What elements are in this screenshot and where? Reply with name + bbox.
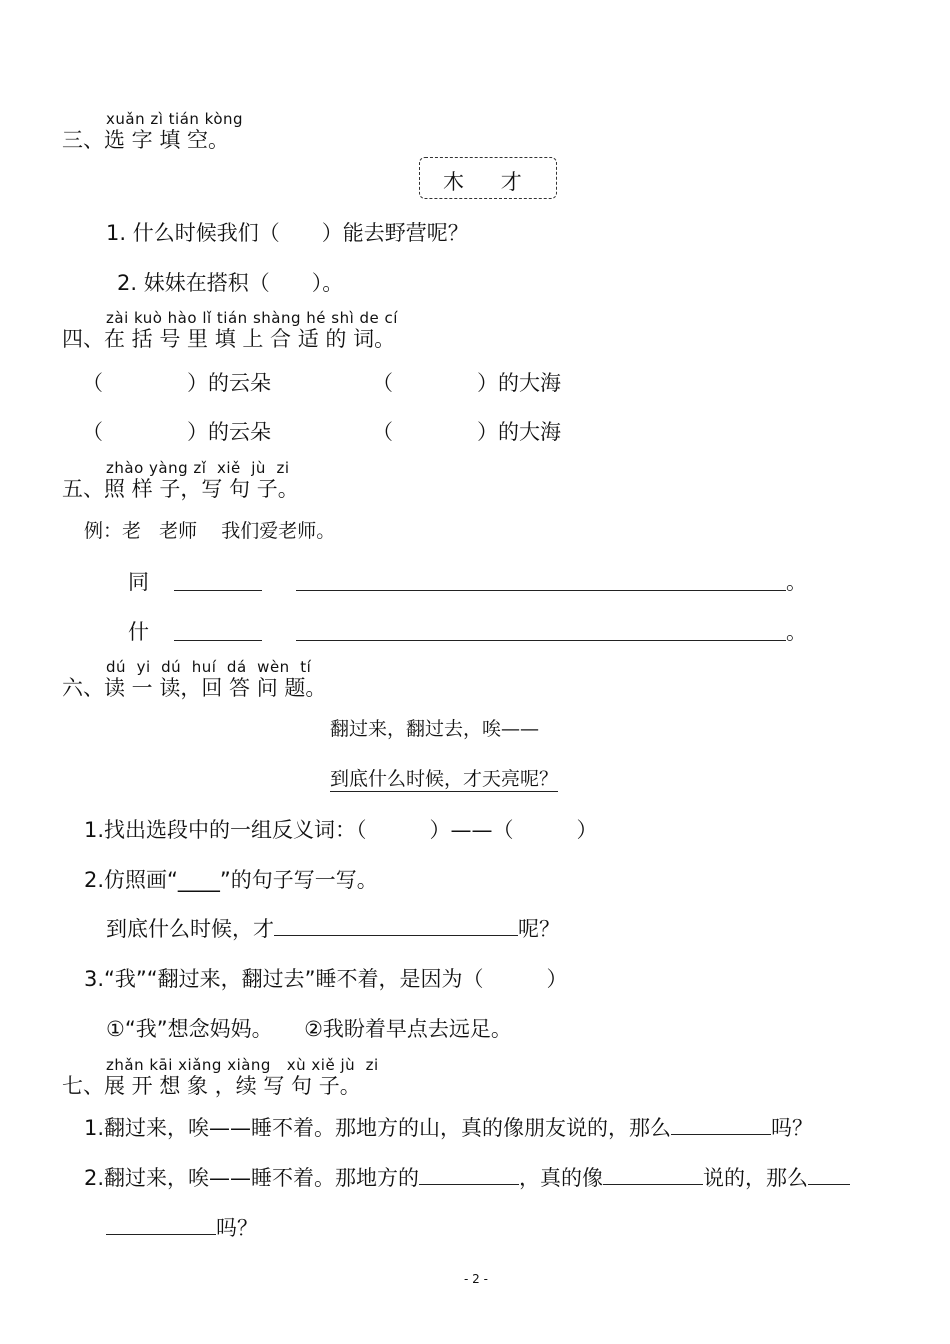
s5-blank1-word[interactable]: [174, 572, 262, 591]
s5-end2: 。: [786, 620, 807, 644]
s3-title: 三、选 字 填 空。: [62, 128, 230, 152]
s3-q1: 1. 什么时候我们（ ）能去野营呢？: [106, 221, 469, 245]
s5-example: 例：老 老师 我们爱老师。: [84, 520, 336, 542]
s5-title: 五、照 样 子，写 句 子。: [62, 477, 299, 501]
s7-q1: [84, 1112, 813, 1142]
s6-q2-blank[interactable]: [274, 917, 518, 936]
s7-q1-blank[interactable]: [671, 1116, 771, 1135]
s4-title: 四、在 括 号 里 填 上 合 适 的 词。: [62, 327, 396, 351]
s7-q2-part-b: ，真的像: [519, 1166, 604, 1190]
s4-row2-left: （ ）的云朵: [82, 420, 271, 444]
s4-row2-right: （ ）的大海: [372, 420, 561, 444]
s7-q2-part-c: 说的，那么: [703, 1166, 809, 1190]
s6-q2-answer-suffix: 呢？: [518, 917, 560, 941]
s7-title: 七、展 开 想 象 ，续 写 句 子。: [62, 1074, 361, 1098]
s4-pinyin: zài kuò hào lǐ tián shàng hé shì de cí: [106, 309, 398, 327]
s7-q2-blank-3-cont[interactable]: [106, 1216, 216, 1235]
s7-q2-part-a: 2.翻过来，唉——睡不着。那地方的: [84, 1166, 420, 1190]
s7-q1-prefix: 1.翻过来，唉——睡不着。那地方的山，真的像朋友说的，那么: [84, 1116, 672, 1140]
s5-blank1-sentence[interactable]: [296, 572, 786, 591]
s6-q2-answer-prefix: 到底什么时候，才: [106, 917, 274, 941]
s6-q3: 3.“我”“翻过来，翻过去”睡不着，是因为（ ）: [84, 967, 568, 991]
poem-line-1: 翻过来，翻过去，唉——: [330, 718, 540, 740]
s3-pinyin: xuǎn zì tián kòng: [106, 110, 244, 128]
s7-q2-blank-1[interactable]: [419, 1166, 519, 1185]
s4-row1-left: （ ）的云朵: [82, 371, 271, 395]
s7-q1-suffix: 吗？: [771, 1116, 814, 1140]
s5-char2: 什: [128, 620, 149, 644]
choice-words: 木 才: [443, 170, 524, 194]
s6-q1: 1.找出选段中的一组反义词：（ ）——（ ）: [84, 818, 598, 842]
s4-row1-right: （ ）的大海: [372, 371, 561, 395]
s7-q2: [84, 1162, 850, 1192]
s6-q2: 2.仿照画“____”的句子写一写。: [84, 868, 378, 892]
s5-end1: 。: [786, 570, 807, 594]
s6-pinyin: dú yi dú huí dá wèn tí: [106, 658, 312, 676]
s7-q2-continued: [106, 1212, 258, 1242]
s7-pinyin: zhǎn kāi xiǎng xiàng xù xiě jù zi: [106, 1056, 379, 1074]
page-number: - 2 -: [464, 1272, 488, 1286]
s7-q2-end: 吗？: [216, 1216, 258, 1240]
s6-q3-options: ①“我”想念妈妈。 ②我盼着早点去远足。: [106, 1017, 512, 1041]
s7-q2-blank-2[interactable]: [603, 1166, 703, 1185]
s3-q2: 2. 妹妹在搭积（ ）。: [117, 271, 344, 295]
poem-line-2: 到底什么时候，才天亮呢？: [330, 764, 558, 792]
s7-q2-blank-3[interactable]: [808, 1166, 850, 1185]
s5-blank2-sentence[interactable]: [296, 622, 786, 641]
s5-blank2-word[interactable]: [174, 622, 262, 641]
s6-q2-answer: [106, 913, 560, 943]
s5-pinyin: zhào yàng zǐ xiě jù zi: [106, 459, 290, 477]
s6-title: 六、读 一 读，回 答 问 题。: [62, 676, 327, 700]
s5-char1: 同: [128, 570, 149, 594]
